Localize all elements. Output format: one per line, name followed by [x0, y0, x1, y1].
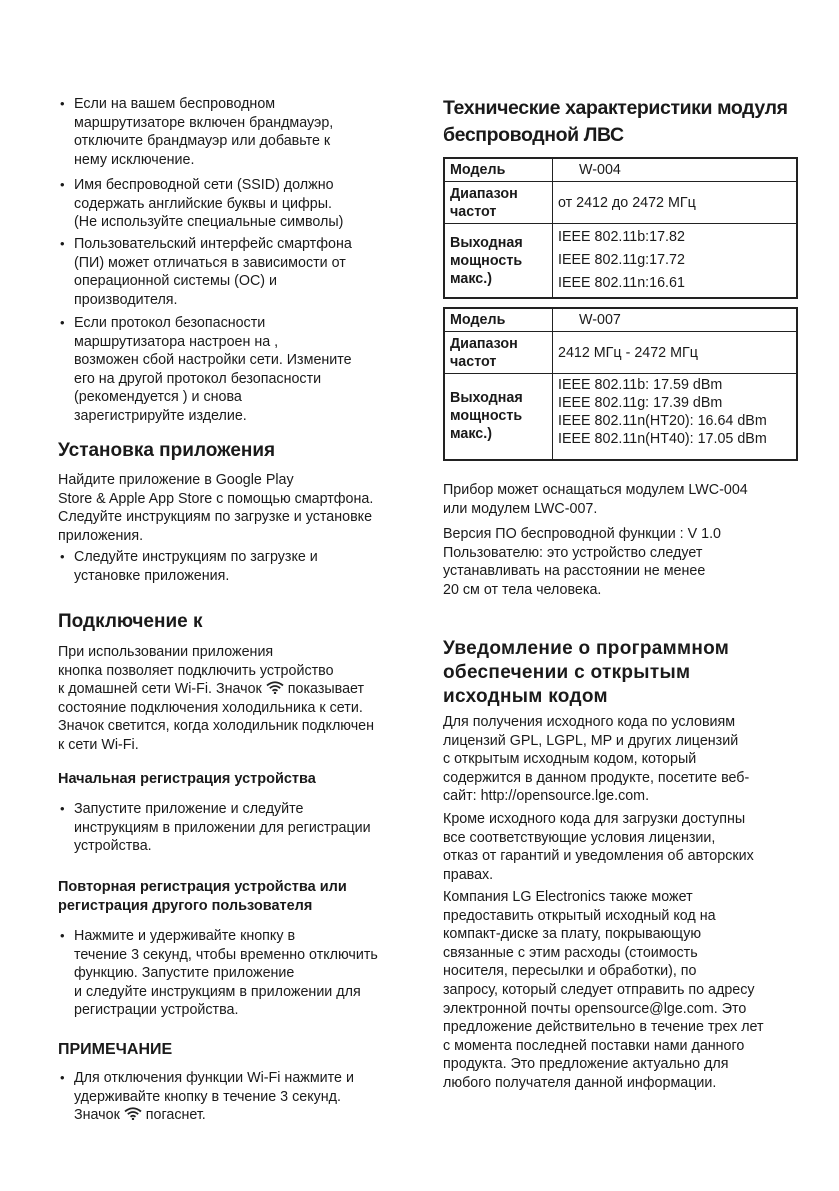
heading-initial-registration: Начальная регистрация устройства — [58, 771, 316, 787]
oss-paragraph-2: Кроме исходного кода для загрузки доступны все соответствующие условия лицензии, отказ от гарантий и уведомления об авторских правах. — [443, 811, 754, 883]
connect-text-b: показывает состояние подключения холодильника к сети. Значок светится, когда холодильник подключен к сети Wi-Fi. — [58, 681, 374, 753]
power-values — [553, 224, 798, 299]
freq-value: от 2412 до 2472 МГц — [553, 182, 798, 224]
table-row — [444, 308, 797, 332]
heading-specs: Технические характеристики модуля беспроводной ЛВС — [443, 97, 788, 146]
bullet-security: • Если протокол безопасности маршрутизатора настроен на , возможен сбой настройки сети. Измените его на другой протокол безопасности (рекомендуется ) и снова зарегистрируйте изделие. — [58, 314, 352, 426]
freq-label: Диапазон частот — [444, 182, 553, 224]
model-value: W-007 — [553, 308, 798, 332]
spec-table-w004 — [443, 157, 798, 299]
power-label: Выходная мощность макс.) — [444, 374, 553, 460]
note-text-b: погаснет. — [141, 1107, 206, 1124]
bullet-firewall: • Если на вашем беспроводном маршрутизаторе включен брандмауэр, отключите брандмауэр или добавьте к нему исключение. — [58, 95, 333, 169]
freq-label: Диапазон частот — [444, 332, 553, 374]
heading-install: Установка приложения — [58, 440, 276, 461]
table-row — [444, 332, 797, 374]
note-text-a: Для отключения функции Wi-Fi нажмите и удерживайте кнопку в течение 3 секунд. Значок — [74, 1070, 354, 1124]
install-bullet: • Следуйте инструкциям по загрузке и установке приложения. — [58, 548, 318, 585]
power-value: IEEE 802.11g: 17.39 dBm — [558, 395, 723, 411]
power-value: IEEE 802.11g:17.72 — [558, 252, 685, 268]
power-values — [553, 374, 798, 460]
module-paragraph: Прибор может оснащаться модулем LWC-004 или модулем LWC-007. — [443, 482, 748, 517]
power-value: IEEE 802.11b:17.82 — [558, 229, 685, 245]
model-label: Модель — [444, 308, 553, 332]
table-row — [444, 374, 797, 460]
re-registration-bullet: • Нажмите и удерживайте кнопку в течение 3 секунд, чтобы временно отключить функцию. Запустите приложение и следуйте инструкциям в приложении для регистрации устройства. — [58, 927, 378, 1020]
table-row — [444, 158, 797, 182]
bullet-ui: • Пользовательский интерфейс смартфона (ПИ) может отличаться в зависимости от операционной системы (ОС) и производителя. — [58, 235, 352, 309]
heading-open-source: Уведомление о программном обеспечении с открытым исходным кодом — [443, 638, 730, 707]
power-value: IEEE 802.11n(HT20): 16.64 dBm — [558, 413, 767, 429]
spec-table-w007 — [443, 307, 798, 461]
install-paragraph: Найдите приложение в Google Play Store & Apple App Store с помощью смартфона. Следуйте инструкциям по загрузке и установке приложения. — [58, 472, 374, 544]
heading-connect: Подключение к — [58, 611, 203, 632]
freq-value: 2412 МГц - 2472 МГц — [553, 332, 798, 374]
heading-note: ПРИМЕЧАНИЕ — [58, 1041, 173, 1058]
connect-paragraph — [58, 643, 374, 755]
heading-re-registration: Повторная регистрация устройства или регистрация другого пользователя — [58, 879, 347, 914]
wifi-icon — [124, 1107, 142, 1120]
model-value: W-004 — [553, 158, 798, 182]
connect-text-a: При использовании приложения кнопка позволяет подключить устройство к домашней сети Wi-Fi. Значок — [58, 644, 334, 698]
table-row — [444, 224, 797, 299]
bullet-ssid: • Имя беспроводной сети (SSID) должно содержать английские буквы и цифры. (Не используйте специальные символы) — [58, 176, 343, 232]
initial-registration-bullet: • Запустите приложение и следуйте инструкциям в приложении для регистрации устройства. — [58, 800, 371, 856]
power-value: IEEE 802.11n:16.61 — [558, 275, 685, 291]
oss-paragraph-3: Компания LG Electronics также может предоставить открытый исходный код на компакт-диске за плату, покрывающую связанные с этим расходы (стоимость носителя, пересылки и обработки), по запросу, который следует отправить по адресу электронной почты opensource@lge.com. Это предложение действительно в течение трех лет с момента последней поставки нами данного продукта. Это предложение актуально для любого получателя данной информации. — [443, 889, 764, 1091]
note-bullet — [58, 1069, 354, 1125]
model-label: Модель — [444, 158, 553, 182]
table-row — [444, 182, 797, 224]
power-value: IEEE 802.11b: 17.59 dBm — [558, 377, 723, 393]
power-value: IEEE 802.11n(HT40): 17.05 dBm — [558, 431, 767, 447]
power-label: Выходная мощность макс.) — [444, 224, 553, 299]
oss-paragraph-1: Для получения исходного кода по условиям лицензий GPL, LGPL, MP и других лицензий с открытым исходным кодом, который содержится в данном продукте, посетите веб- сайт: http://opensource.lge.com. — [443, 714, 750, 805]
version-paragraph: Версия ПО беспроводной функции : V 1.0 Пользователю: это устройство следует устанавливать на расстоянии не менее 20 см от тела человека. — [443, 526, 722, 598]
wifi-icon — [266, 681, 284, 694]
